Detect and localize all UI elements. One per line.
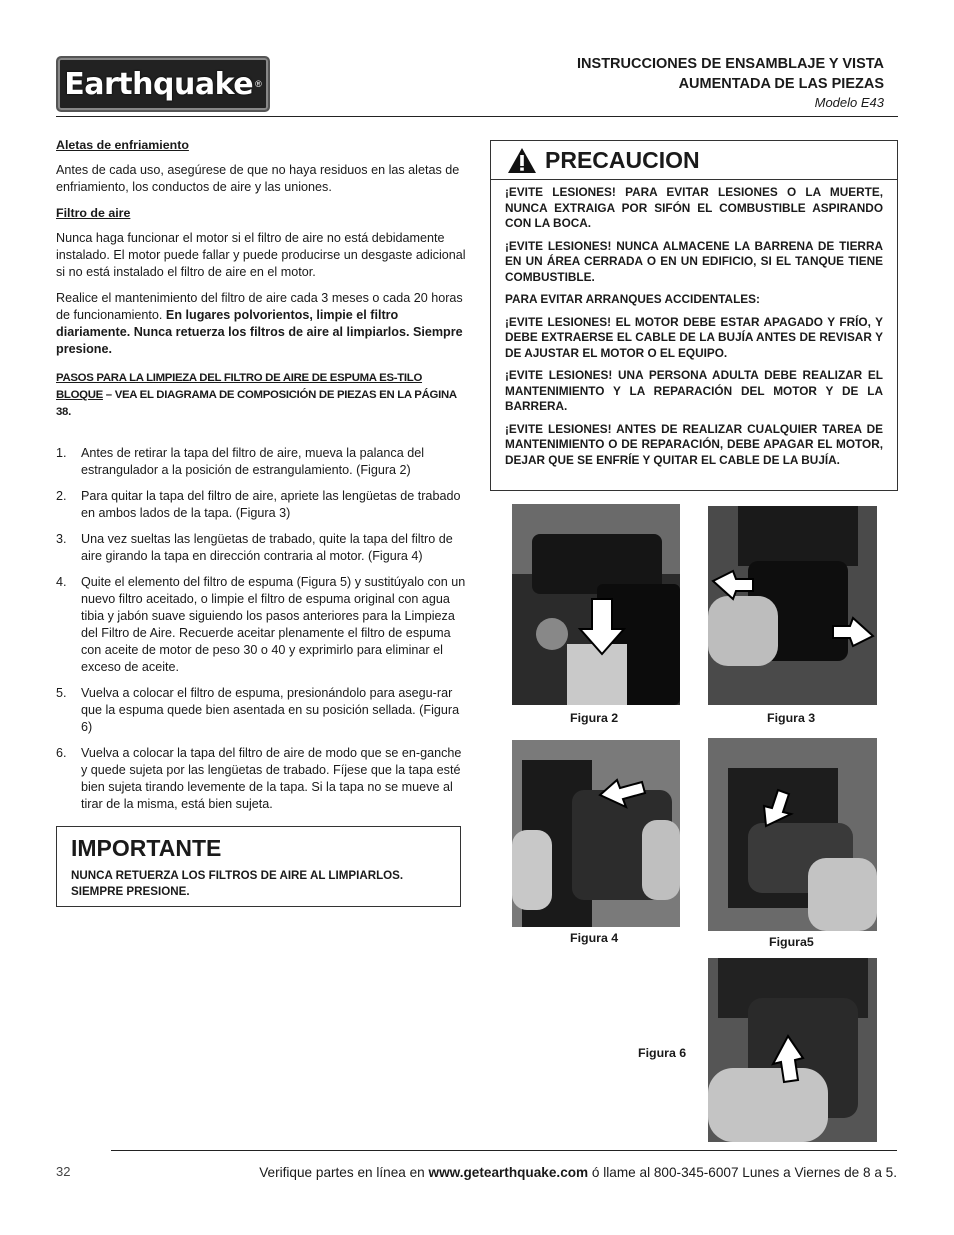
steps-list xyxy=(56,445,466,813)
procedure-heading-rest: – VEA EL DIAGRAMA DE COMPOSICIÓN DE PIEZAS EN LA PÁGINA 38. xyxy=(56,389,457,418)
figure-3-photo xyxy=(708,506,877,705)
section-title-cooling-fins: Aletas de enfriamiento xyxy=(56,138,189,152)
procedure-heading-underlined: PASOS PARA LA LIMPIEZA DEL FILTRO DE AIRE DE ESPUMA ES-TILO BLOQUE xyxy=(56,372,423,401)
page-number: 32 xyxy=(56,1164,71,1179)
figure-4-image xyxy=(512,740,680,927)
step-text: Vuelva a colocar el filtro de espuma, presionándolo para asegu-rar que la espuma quede bien asentada en su posición sellada. (Figura 6) xyxy=(81,686,460,734)
figure-6-photo xyxy=(708,958,877,1142)
figure-5-caption: Figura5 xyxy=(769,935,814,949)
precaucion-header xyxy=(491,141,897,180)
section-text-air-filter: Nunca haga funcionar el motor si el filtro de aire no está debidamente instalado. El motor puede fallar y puede producirse un desgaste adicional si no está instalado el filtro de aire en el motor. xyxy=(56,231,466,279)
logo-text: Earthquake xyxy=(64,66,254,102)
precaucion-box xyxy=(490,140,898,491)
list-item xyxy=(56,685,466,736)
page-header xyxy=(577,54,884,112)
figure-2-image xyxy=(512,504,680,705)
figure-2-photo xyxy=(512,504,680,705)
figure-2-caption: Figura 2 xyxy=(570,711,619,725)
step-number: 5. xyxy=(56,686,67,700)
warning-icon xyxy=(507,147,537,174)
footer-text-post: ó llame al 800-345-6007 Lunes a Viernes de 8 a 5. xyxy=(588,1165,897,1180)
footer-text-pre: Verifique partes en línea en xyxy=(259,1165,429,1180)
importante-text: NUNCA RETUERZA LOS FILTROS DE AIRE AL LIMPIARLOS. SIEMPRE PRESIONE. xyxy=(71,869,404,898)
precaucion-title: PRECAUCION xyxy=(545,146,700,173)
maintenance-text: Realice el mantenimiento del filtro de aire cada 3 meses o cada 20 horas de funcionamiento. xyxy=(56,291,463,322)
precaucion-item: ¡EVITE LESIONES! PARA EVITAR LESIONES O LA MUERTE, NUNCA EXTRAIGA POR SIFÓN EL COMBUSTIBLE ASPIRANDO CON LA BOCA. xyxy=(505,185,883,230)
importante-title: IMPORTANTE xyxy=(71,835,222,861)
figure-4-photo xyxy=(512,740,680,927)
list-item xyxy=(56,745,466,813)
section-text-maintenance xyxy=(56,290,466,358)
header-model: Modelo E43 xyxy=(814,95,884,110)
section-title-air-filter: Filtro de aire xyxy=(56,206,131,220)
precaucion-item: ¡EVITE LESIONES! ANTES DE REALIZAR CUALQUIER TAREA DE MANTENIMIENTO O DE REPARACIÓN, DEBE APAGAR EL MOTOR, DEJAR QUE SE ENFRÍE Y QUITAR EL CABLE DE LA BUJÍA. xyxy=(505,421,883,467)
precaucion-item: ¡EVITE LESIONES! UNA PERSONA ADULTA DEBE REALIZAR EL MANTENIMIENTO Y LA REPARACIÓN DEL MOTOR Y DE LA BARRERA. xyxy=(505,368,883,413)
step-text: Para quitar la tapa del filtro de aire, apriete las lengüetas de trabado en ambos lados de la tapa. (Figura 3) xyxy=(81,489,461,520)
header-title-line1: INSTRUCCIONES DE ENSAMBLAJE Y VISTA xyxy=(577,56,884,72)
step-number: 4. xyxy=(56,575,67,589)
step-text: Antes de retirar la tapa del filtro de aire, mueva la palanca del estrangulador a la posición de estrangulamiento. (Figura 2) xyxy=(81,446,425,477)
step-number: 2. xyxy=(56,489,67,503)
precaucion-item: ¡EVITE LESIONES! NUNCA ALMACENE LA BARRENA DE TIERRA EN UN ÁREA CERRADA O EN UN EDIFICIO, SI EL TANQUE TIENE COMBUSTIBLE. xyxy=(505,238,883,284)
figure-6-caption: Figura 6 xyxy=(638,1046,687,1060)
footer-url-link[interactable]: www.getearthquake.com xyxy=(428,1165,589,1180)
footer-divider xyxy=(111,1150,897,1151)
header-divider xyxy=(56,116,898,117)
precaucion-item: PARA EVITAR ARRANQUES ACCIDENTALES: xyxy=(505,292,760,306)
figure-5-image xyxy=(708,738,877,931)
step-text: Quite el elemento del filtro de espuma (Figura 5) y sustitúyalo con un nuevo filtro aceitado, o limpie el filtro de espuma original con agua tibia y jabón suave siguiendo los pasos anteriores para la Limpieza del Filtro de Aire. Recuerde aceitar plenamente el filtro de espuma con aceite de motor de peso 30 o 40 y exprimirlo para eliminar el exceso de aceite. xyxy=(81,575,466,674)
figure-3-image xyxy=(708,506,877,705)
section-text-cooling-fins: Antes de cada uso, asegúrese de que no haya residuos en las aletas de enfriamiento, los conductos de aire y las uniones. xyxy=(56,163,460,194)
list-item xyxy=(56,574,466,676)
maintenance-bold-text: En lugares polvorientos, limpie el filtro diariamente. Nunca retuerza los filtros de aire al limpiarlos. Siempre presione. xyxy=(56,308,463,356)
left-column xyxy=(56,137,466,822)
precaucion-item: ¡EVITE LESIONES! EL MOTOR DEBE ESTAR APAGADO Y FRÍO, Y DEBE EXTRAERSE EL CABLE DE LA BUJÍA ANTES DE REVISAR Y DE AJUSTAR EL MOTOR O EL EQUIPO. xyxy=(505,314,883,360)
importante-box xyxy=(56,826,461,907)
figure-4-caption: Figura 4 xyxy=(570,931,619,945)
procedure-heading xyxy=(56,370,466,421)
precaucion-body xyxy=(491,180,897,468)
step-number: 6. xyxy=(56,746,67,760)
list-item xyxy=(56,445,466,479)
step-number: 3. xyxy=(56,532,67,546)
list-item xyxy=(56,488,466,522)
footer-contact xyxy=(259,1165,897,1180)
figure-3-caption: Figura 3 xyxy=(767,711,816,725)
step-text: Una vez sueltas las lengüetas de trabado, quite la tapa del filtro de aire girando la tapa en dirección contraria al motor. (Figura 4) xyxy=(81,532,453,563)
header-title-line2: AUMENTADA DE LAS PIEZAS xyxy=(678,76,884,92)
logo-registered-mark: ® xyxy=(255,79,262,89)
step-text: Vuelva a colocar la tapa del filtro de aire de modo que se en-ganche y quede sujeta por las lengüetas de trabado. Fíjese que la tapa esté bien sujeta tirando levemente de la tapa. Si la tapa no se mueve al tirar de la misma, está bien sujeta. xyxy=(81,746,462,811)
list-item xyxy=(56,531,466,565)
step-number: 1. xyxy=(56,446,67,460)
figure-6-image xyxy=(708,958,877,1142)
figure-5-photo xyxy=(708,738,877,931)
earthquake-logo xyxy=(56,56,270,112)
